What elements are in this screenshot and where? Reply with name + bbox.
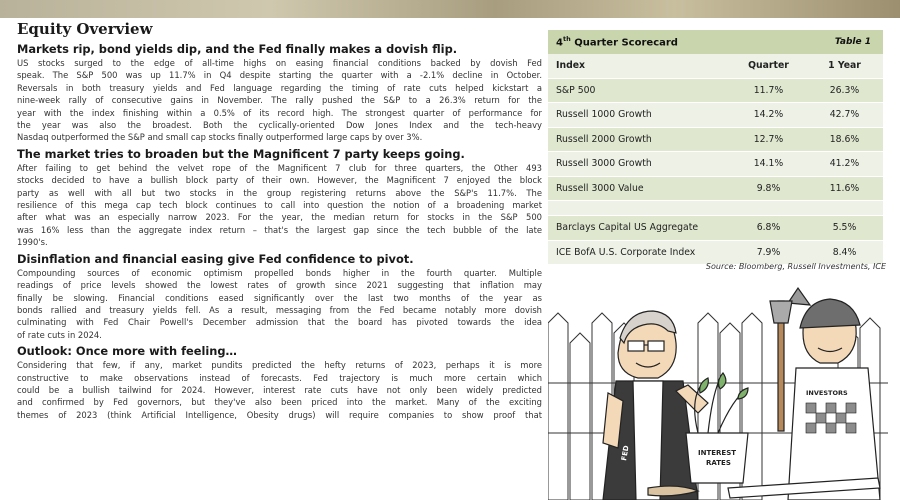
section-disinflation [17, 251, 542, 341]
quarter-return: 7.9% [756, 246, 781, 258]
index-name: Russell 3000 Growth [556, 158, 652, 170]
text-line: Nasdaq outperformed the S&P and small cap stocks finally outperformed large caps by over 3%. [17, 132, 423, 143]
year-return: 26.3% [829, 84, 860, 96]
table-header-row [548, 54, 883, 79]
column-header: Index [556, 60, 586, 72]
text-line: 1990's. [17, 237, 48, 248]
section-paragraph [17, 162, 542, 249]
year-return: 18.6% [829, 133, 860, 145]
text-line: the year was also the broadest. Both the cyclically-oriented Dow Jones Index and the tech-heavy [17, 120, 542, 131]
index-name: Russell 2000 Growth [556, 133, 652, 145]
table-row [548, 177, 883, 202]
table-spacer [548, 201, 883, 216]
scorecard-table [548, 30, 883, 265]
text-line: nine-week rally of consecutive gains in November. The rally pushed the S&P to a 26.3% return for the [17, 95, 542, 106]
table-row [548, 103, 883, 128]
table-row [548, 216, 883, 241]
index-name: Russell 1000 Growth [556, 109, 652, 121]
table-row [548, 79, 883, 104]
quarter-return: 12.7% [753, 133, 784, 145]
section-paragraph [17, 267, 542, 341]
text-line: Compounding sources of economic optimism propelled bonds higher in the fourth quarter. Multiple [17, 267, 542, 278]
text-line: year with the index finishing within a 0.5% of its record high. The strongest quarter of performance for [17, 107, 542, 118]
index-name: Barclays Capital US Aggregate [556, 222, 699, 234]
text-line: Considering that few, if any, market pundits predicted the hefty returns of 2023, perhaps it is more [17, 360, 542, 371]
quarter-return: 6.8% [756, 222, 781, 234]
quarter-return: 11.7% [753, 84, 784, 96]
section-outlook [17, 343, 542, 421]
section-paragraph [17, 359, 542, 421]
fed-investors-cartoon [548, 283, 888, 500]
section-heading: The market tries to broaden but the Magnificent 7 party keeps going. [17, 146, 465, 161]
text-line: culminating with Fed Chair Powell's December admission that the board has pivoted towards the idea [17, 317, 542, 328]
pot-label-interest: INTEREST [698, 449, 737, 457]
section-markets [17, 41, 542, 144]
index-name: ICE BofA U.S. Corporate Index [556, 246, 696, 258]
section-heading: Disinflation and financial easing give Fed confidence to pivot. [17, 251, 414, 266]
year-return: 8.4% [832, 246, 857, 258]
page-title: Equity Overview [17, 20, 153, 38]
table-number: Table 1 [834, 37, 871, 47]
year-return: 41.2% [829, 158, 860, 170]
index-name: S&P 500 [556, 84, 596, 96]
section-heading: Markets rip, bond yields dip, and the Fed finally makes a dovish flip. [17, 42, 458, 56]
investors-label: INVESTORS [806, 389, 848, 397]
text-line: was 16% less than the aggregate index return – that's the largest gap since the tech bubble of the late [17, 224, 542, 235]
year-return: 11.6% [829, 182, 860, 194]
text-line: themes of 2023 (think Artificial Intelligence, Obesity drugs) will require companies to show proof that [17, 409, 542, 420]
text-line: could be a bullish tailwind for 2024. However, interest rate cuts have not only been widely predicted [17, 384, 542, 395]
quarter-return: 14.2% [753, 109, 784, 121]
quarter-return: 14.1% [753, 158, 784, 170]
section-heading: Outlook: Once more with feeling… [17, 344, 237, 359]
text-line: readings of price levels showed the lowest rates of growth since 2021 suggesting that inflation may [17, 280, 542, 291]
text-line: stocks decided to have a bullish block party of their own. However, the Magnificent 7 enjoyed the block [17, 175, 542, 186]
text-line: after what was an especially narrow 2023. For the year, the median return for stocks in the S&P 500 [17, 212, 542, 223]
text-line: party as well with all but two stocks in the group registering returns above the S&P's 11.7%. The [17, 187, 542, 198]
text-line: of rate cuts in 2024. [17, 329, 102, 340]
text-line: and confirmed by Fed governors, but they've also been priced into the market. Many of the exciting [17, 397, 542, 408]
table-row [548, 128, 883, 153]
text-line: finally be slowing. Financial conditions eased significantly over the last two months of the year as [17, 292, 542, 303]
text-line: After failing to get behind the velvet rope of the Magnificent 7 club for three quarters, the Other 493 [17, 162, 542, 173]
text-line: Reversals in both treasury yields and Fed language regarding the timing of rate cuts helped kickstart a [17, 82, 542, 93]
table-row [548, 152, 883, 177]
section-paragraph [17, 57, 542, 144]
column-header: 1 Year [828, 60, 861, 72]
year-return: 42.7% [829, 109, 860, 121]
header-banner-image [0, 0, 900, 18]
text-line: US stocks surged to the edge of all-time highs on easing financial conditions backed by dovish Fed [17, 58, 542, 68]
table-source-note: Source: Bloomberg, Russell Investments, ICE [705, 262, 886, 271]
quarter-return: 9.8% [756, 182, 781, 194]
fed-label: FED [620, 444, 631, 462]
column-header: Quarter [748, 60, 789, 72]
scorecard-title: 4th Quarter Scorecard [556, 35, 678, 49]
scorecard-header [548, 30, 883, 54]
section-magnificent-7 [17, 146, 542, 249]
text-line: constructive to make observations instead of forecasts. Fed trajectory is much more certain which [17, 372, 542, 383]
index-name: Russell 3000 Value [556, 182, 644, 194]
text-line: bonds rallied and treasury yields fell. As a result, messaging from the Fed became notably more dovish [17, 304, 542, 315]
pot-label-rates: RATES [706, 459, 731, 467]
year-return: 5.5% [832, 222, 857, 234]
article-column [17, 18, 542, 423]
text-line: speak. The S&P 500 was up 11.7% in Q4 despite starting the quarter with a -2.1% decline in October. [17, 70, 542, 81]
text-line: resilience of this mega cap tech block continues to call into question the notion of a broadening market [17, 200, 542, 211]
